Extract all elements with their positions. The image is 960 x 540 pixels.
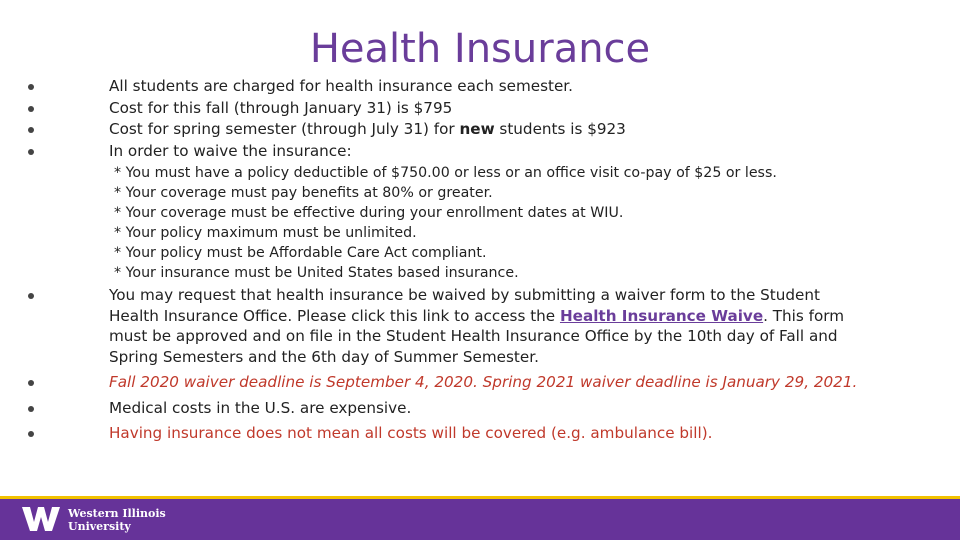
list-item-text bbox=[109, 119, 906, 140]
bullet-icon bbox=[28, 106, 34, 112]
page-title: Health Insurance bbox=[309, 26, 651, 72]
text-segment: Cost for spring semester (through July 31) for bbox=[109, 120, 460, 138]
text-line: You may request that health insurance be waived by submitting a waiver form to the Student bbox=[109, 286, 820, 304]
list-item bbox=[26, 141, 906, 162]
list-item bbox=[26, 98, 906, 119]
list-item-text: All students are charged for health insurance each semester. bbox=[109, 77, 573, 95]
requirement-item: * Your coverage must pay benefits at 80% or greater. bbox=[114, 185, 493, 201]
list-item bbox=[26, 423, 906, 444]
requirement-item: * Your policy must be Affordable Care Act compliant. bbox=[114, 245, 487, 261]
footer-bar bbox=[0, 499, 960, 540]
bullet-icon bbox=[28, 431, 34, 437]
waiver-requirements bbox=[26, 163, 906, 283]
bullet-icon bbox=[28, 380, 34, 386]
bullet-icon bbox=[28, 149, 34, 155]
bullet-icon bbox=[28, 406, 34, 412]
list-item bbox=[26, 285, 906, 367]
waiver-form-link[interactable]: Health Insurance Waive bbox=[559, 306, 764, 325]
list-item-text: In order to waive the insurance: bbox=[109, 141, 352, 160]
text-segment: students is $923 bbox=[494, 120, 626, 138]
requirement-item: * Your coverage must be effective during your enrollment dates at WIU. bbox=[114, 205, 624, 221]
list-item bbox=[26, 398, 906, 419]
bullet-list bbox=[26, 76, 906, 449]
wordmark-line: Western Illinois bbox=[68, 507, 166, 520]
list-item-text: Cost for this fall (through January 31) is $795 bbox=[109, 98, 453, 117]
list-item-text: Having insurance does not mean all costs will be covered (e.g. ambulance bill). bbox=[109, 424, 713, 442]
bullet-icon bbox=[28, 84, 34, 90]
text-segment: . This form bbox=[763, 306, 845, 325]
emphasis-text: new bbox=[459, 120, 495, 138]
text-line: Spring Semesters and the 6th day of Summer Semester. bbox=[109, 347, 539, 366]
requirement-item: * Your insurance must be United States based insurance. bbox=[114, 265, 519, 281]
list-item bbox=[26, 119, 906, 140]
text-line bbox=[109, 306, 906, 327]
text-line: must be approved and on file in the Student Health Insurance Office by the 10th day of Fall and bbox=[109, 327, 838, 345]
list-item bbox=[26, 372, 906, 393]
requirement-item: * You must have a policy deductible of $750.00 or less or an office visit co-pay of $25 or less. bbox=[114, 165, 777, 181]
list-item-text bbox=[109, 285, 906, 367]
text-segment: Health Insurance Office. Please click this link to access the bbox=[109, 306, 560, 325]
deadline-text: Fall 2020 waiver deadline is September 4, 2020. Spring 2021 waiver deadline is January 29, 2021. bbox=[109, 373, 858, 391]
requirement-item: * Your policy maximum must be unlimited. bbox=[114, 225, 417, 241]
university-wordmark bbox=[68, 507, 166, 533]
wordmark-line: University bbox=[68, 520, 131, 533]
bullet-icon bbox=[28, 293, 34, 299]
bullet-icon bbox=[28, 127, 34, 133]
wiu-w-logo-icon bbox=[22, 505, 60, 533]
list-item-text: Medical costs in the U.S. are expensive. bbox=[109, 398, 412, 417]
list-item bbox=[26, 76, 906, 97]
